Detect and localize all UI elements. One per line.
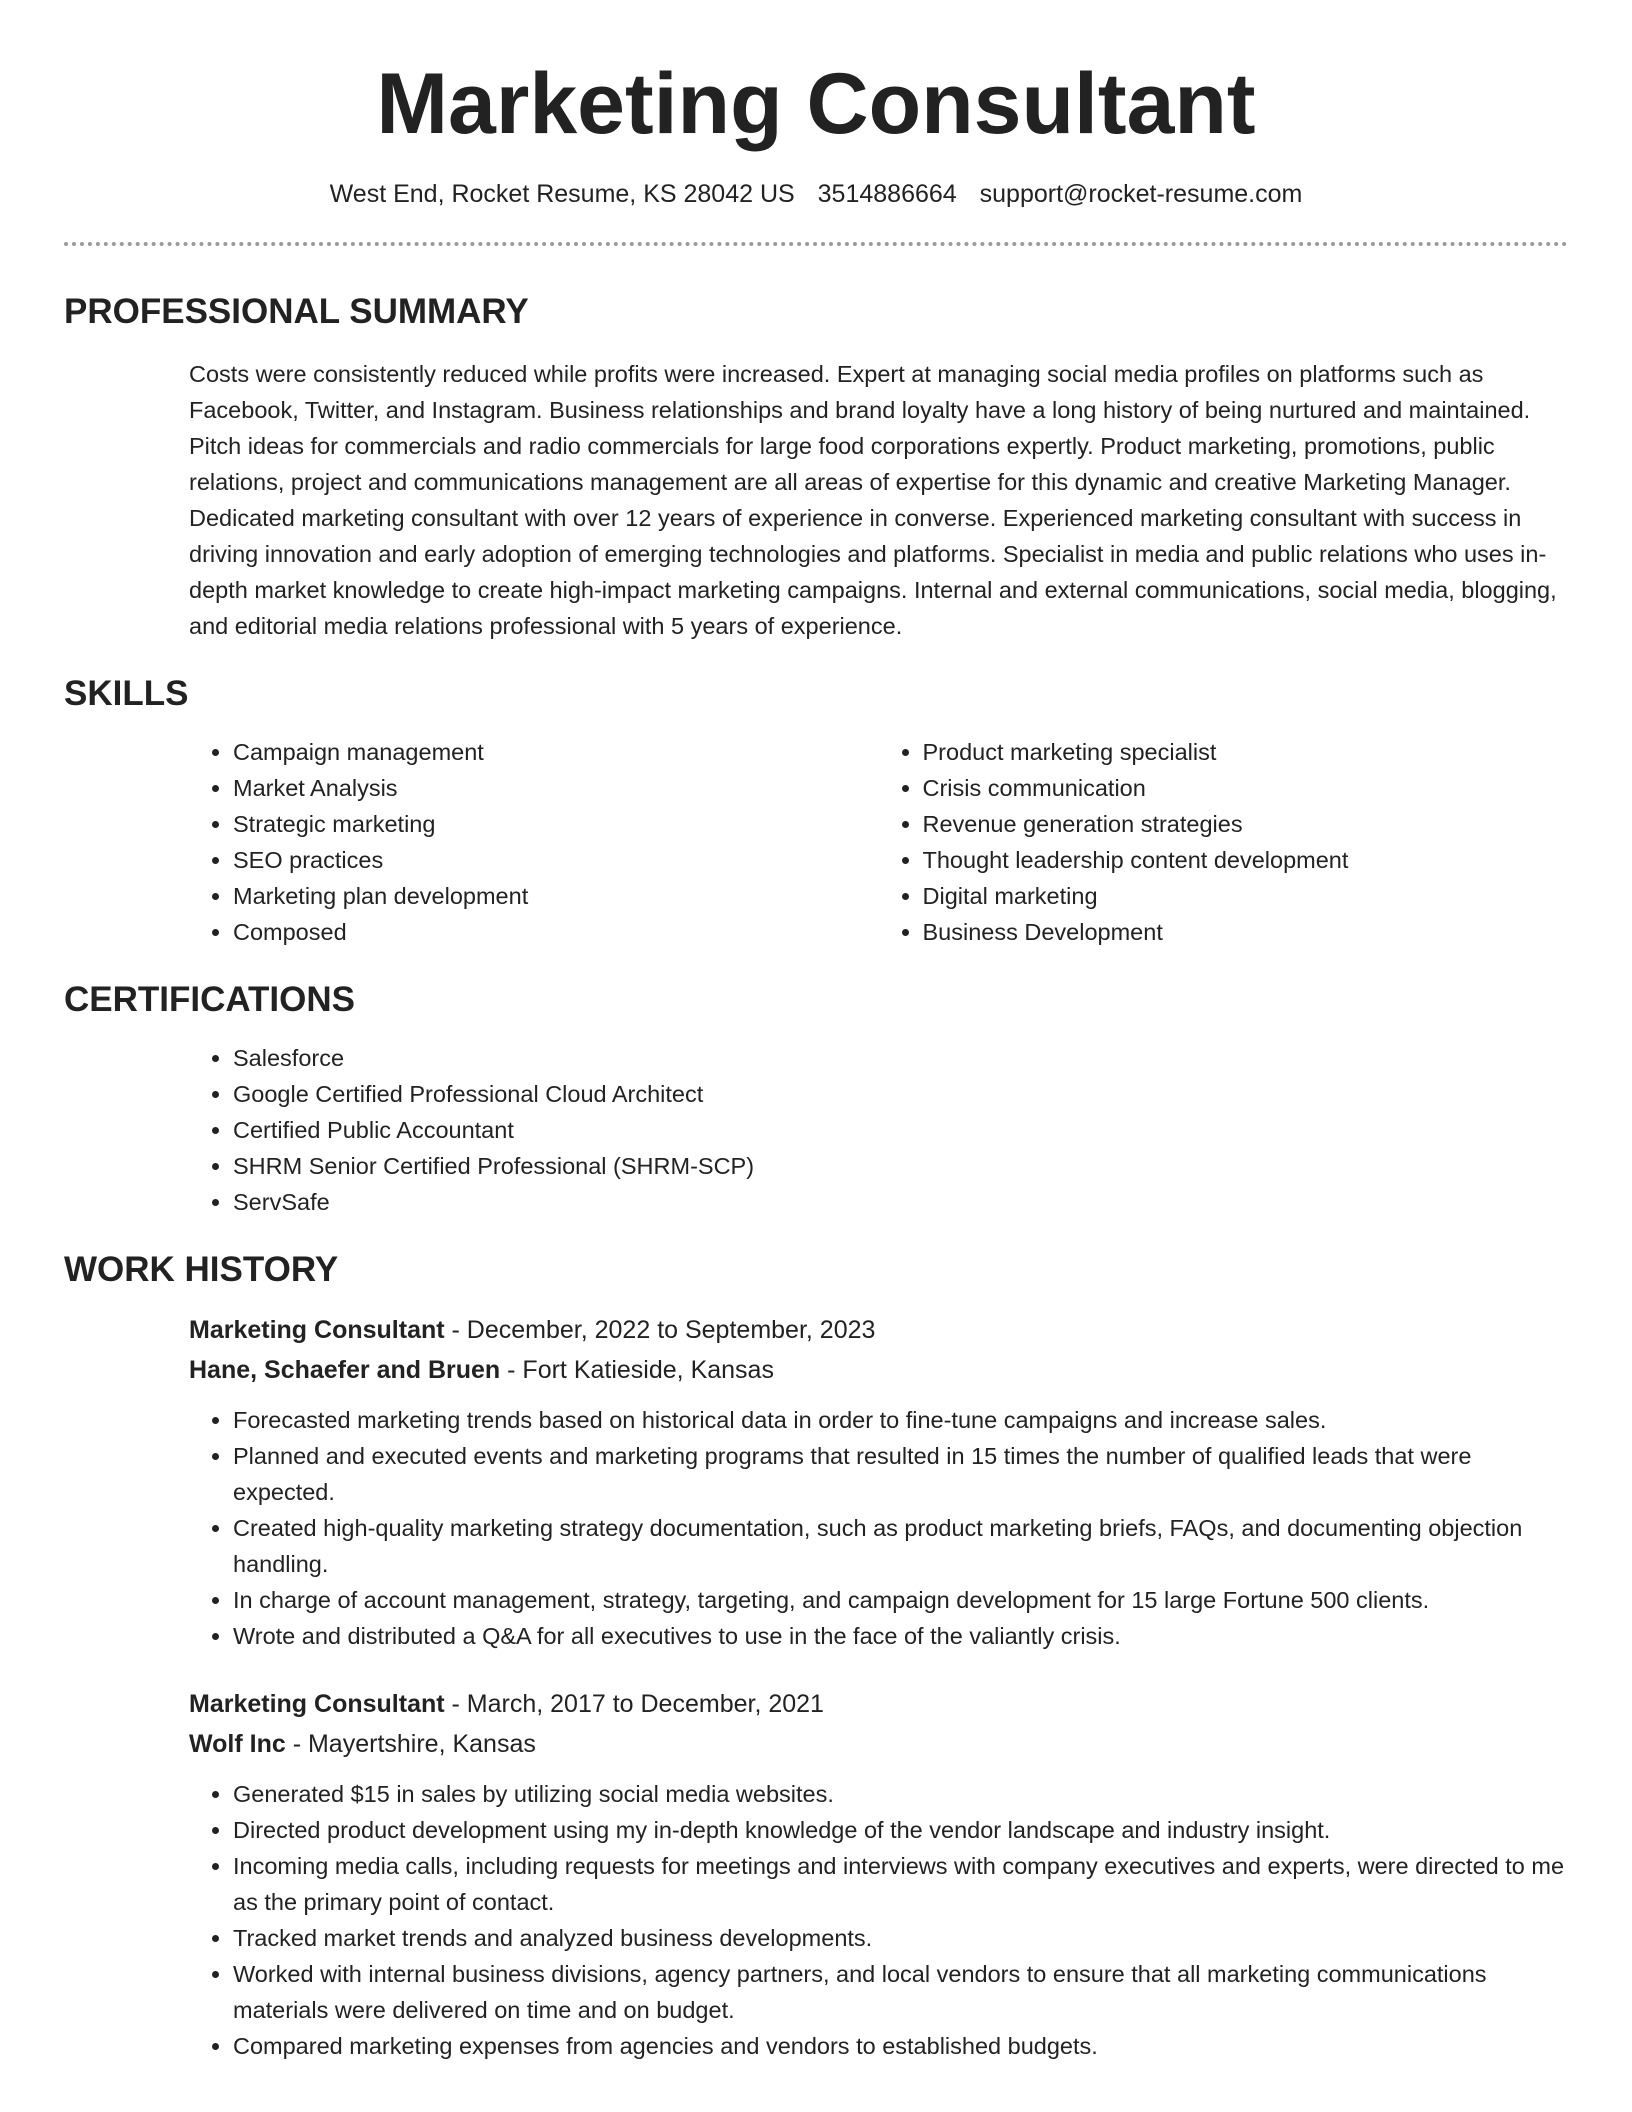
skills-list-right <box>879 734 1569 950</box>
skills-section <box>64 672 1568 950</box>
certifications-section <box>64 978 1568 1220</box>
skills-heading: SKILLS <box>64 674 189 713</box>
skill-item: • Thought leadership content development <box>923 842 1569 878</box>
job-location: - Fort Katieside, Kansas <box>500 1356 774 1384</box>
skill-item: • Strategic marketing <box>233 806 879 842</box>
certifications-body <box>189 1040 1568 1220</box>
certifications-heading: CERTIFICATIONS <box>64 980 356 1019</box>
skill-item: • Crisis communication <box>923 770 1569 806</box>
contact-email[interactable]: support@rocket-resume.com <box>979 180 1303 208</box>
skill-item: • Market Analysis <box>233 770 879 806</box>
job-bullet: • Compared marketing expenses from agencies and vendors to established budgets. <box>233 2028 1568 2064</box>
job-company: Hane, Schaefer and Bruen <box>189 1356 501 1384</box>
job-bullet: • Incoming media calls, including requests for meetings and interviews with company executives and experts, were directed to me as the primary point of contact. <box>233 1848 1568 1920</box>
certification-item: • Google Certified Professional Cloud Architect <box>233 1076 1568 1112</box>
skill-item: • Campaign management <box>233 734 879 770</box>
job-bullet: • Forecasted marketing trends based on historical data in order to fine-tune campaigns and increase sales. <box>233 1402 1568 1438</box>
job-company-line <box>189 1724 1568 1764</box>
certification-item: • Salesforce <box>233 1040 1568 1076</box>
job-dates: - March, 2017 to December, 2021 <box>444 1690 824 1718</box>
work-history-heading: WORK HISTORY <box>64 1250 339 1289</box>
skill-item: • SEO practices <box>233 842 879 878</box>
job-bullet: • Directed product development using my in-depth knowledge of the vendor landscape and industry insight. <box>233 1812 1568 1848</box>
skill-item: • Composed <box>233 914 879 950</box>
skill-item: • Digital marketing <box>923 878 1569 914</box>
summary-paragraph: Costs were consistently reduced while profits were increased. Expert at managing social media profiles on platforms such as Facebook, Twitter, and Instagram. Business relationships and brand loyalty have a long history of being nurtured and maintained. Pitch ideas for commercials and radio commercials for large food corporations expertly. Product marketing, promotions, public relations, project and communications management are all areas of expertise for this dynamic and creative Marketing Manager. Dedicated marketing consultant with over 12 years of experience in converse. Experienced marketing consultant with success in driving innovation and early adoption of emerging technologies and platforms. Specialist in media and public relations who uses in-depth market knowledge to create high-impact marketing campaigns. Internal and external communications, social media, blogging, and editorial media relations professional with 5 years of experience. <box>189 361 1557 639</box>
job-bullet: • Worked with internal business divisions, agency partners, and local vendors to ensure that all marketing communications materials were delivered on time and on budget. <box>233 1956 1568 2028</box>
skill-item: • Marketing plan development <box>233 878 879 914</box>
job-title-line <box>189 1684 1568 1724</box>
skills-list-left <box>189 734 879 950</box>
job-title-line <box>189 1310 1568 1350</box>
job-role: Marketing Consultant <box>189 1316 445 1344</box>
summary-section <box>64 290 1568 644</box>
job-entry <box>189 1310 1568 1654</box>
resume-header <box>0 0 1632 210</box>
certification-item: • Certified Public Accountant <box>233 1112 1568 1148</box>
certification-item: • ServSafe <box>233 1184 1568 1220</box>
summary-heading: PROFESSIONAL SUMMARY <box>64 292 529 331</box>
job-entry <box>189 1684 1568 2064</box>
summary-body <box>189 356 1568 644</box>
work-history-section <box>64 1248 1568 2064</box>
contact-line <box>0 178 1632 210</box>
contact-phone[interactable]: 3514886664 <box>817 180 957 208</box>
job-bullet: • Created high-quality marketing strategy documentation, such as product marketing briefs, FAQs, and documenting objection handling. <box>233 1510 1568 1582</box>
job-company-line <box>189 1350 1568 1390</box>
job-bullet: • Generated $15 in sales by utilizing social media websites. <box>233 1776 1568 1812</box>
job-bullet: • Planned and executed events and marketing programs that resulted in 15 times the number of qualified leads that were expected. <box>233 1438 1568 1510</box>
job-bullets <box>189 1402 1568 1654</box>
job-role: Marketing Consultant <box>189 1690 445 1718</box>
contact-address: West End, Rocket Resume, KS 28042 US <box>329 180 795 208</box>
skills-columns <box>189 716 1568 950</box>
job-location: - Mayertshire, Kansas <box>285 1730 536 1758</box>
job-bullet: • Wrote and distributed a Q&A for all executives to use in the face of the valiantly crisis. <box>233 1618 1568 1654</box>
certifications-list <box>189 1040 1568 1220</box>
skill-item: • Business Development <box>923 914 1569 950</box>
job-company: Wolf Inc <box>189 1730 286 1758</box>
job-bullet: • In charge of account management, strategy, targeting, and campaign development for 15 large Fortune 500 clients. <box>233 1582 1568 1618</box>
skill-item: • Revenue generation strategies <box>923 806 1569 842</box>
job-bullet: • Tracked market trends and analyzed business developments. <box>233 1920 1568 1956</box>
header-divider <box>64 242 1568 246</box>
certification-item: • SHRM Senior Certified Professional (SHRM-SCP) <box>233 1148 1568 1184</box>
job-dates: - December, 2022 to September, 2023 <box>444 1316 876 1344</box>
skill-item: • Product marketing specialist <box>923 734 1569 770</box>
candidate-name: Marketing Consultant <box>376 56 1256 152</box>
job-bullets <box>189 1776 1568 2064</box>
